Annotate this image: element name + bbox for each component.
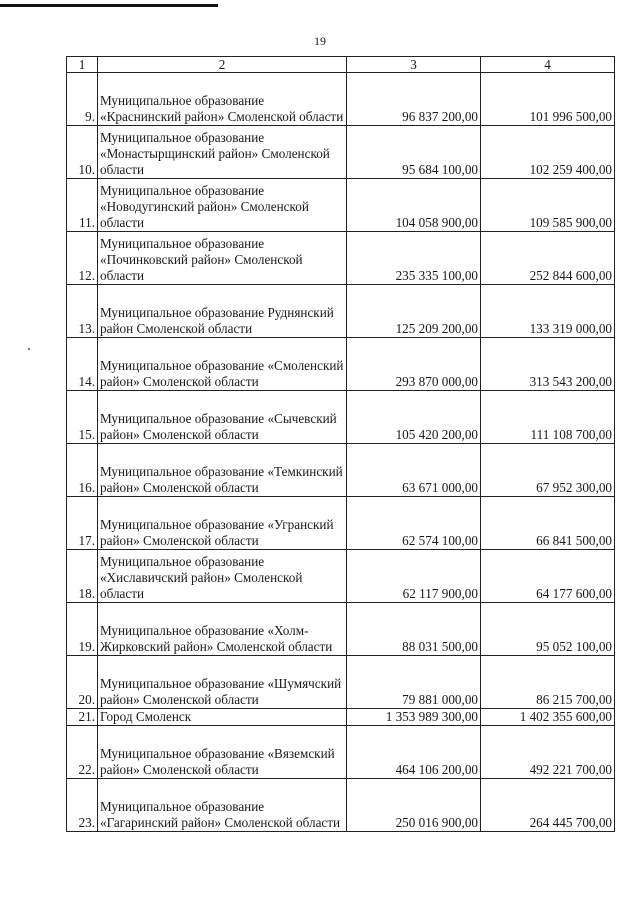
row-number: 10. [67,126,98,179]
row-amount-col3: 62 574 100,00 [347,497,481,550]
row-number: 19. [67,603,98,656]
row-name: Муниципальное образование «Темкинский район» Смоленской области [98,444,347,497]
row-name: Муниципальное образование «Новодугинский район» Смоленской области [98,179,347,232]
row-amount-col3: 96 837 200,00 [347,73,481,126]
table-row [67,232,615,285]
row-name: Муниципальное образование Руднянский район Смоленской области [98,285,347,338]
row-number: 18. [67,550,98,603]
row-number: 16. [67,444,98,497]
row-amount-col3: 125 209 200,00 [347,285,481,338]
table-header-row [67,57,615,73]
row-name: Муниципальное образование «Хиславичский район» Смоленской области [98,550,347,603]
row-amount-col4: 111 108 700,00 [481,391,615,444]
row-name: Муниципальное образование «Починковский район» Смоленской области [98,232,347,285]
row-amount-col4: 102 259 400,00 [481,126,615,179]
table-row [67,497,615,550]
row-number: 17. [67,497,98,550]
row-name: Муниципальное образование «Смоленский район» Смоленской области [98,338,347,391]
table-row [67,444,615,497]
row-name: Муниципальное образование «Краснинский район» Смоленской области [98,73,347,126]
table-row [67,603,615,656]
row-amount-col4: 133 319 000,00 [481,285,615,338]
row-amount-col4: 95 052 100,00 [481,603,615,656]
table-row [67,779,615,832]
row-amount-col4: 109 585 900,00 [481,179,615,232]
column-header-2: 2 [98,57,347,73]
column-header-4: 4 [481,57,615,73]
row-number: 23. [67,779,98,832]
row-name: Муниципальное образование «Угранский район» Смоленской области [98,497,347,550]
row-number: 13. [67,285,98,338]
page-number: 19 [314,34,326,48]
table-row [67,285,615,338]
row-amount-col3: 1 353 989 300,00 [347,709,481,726]
table-row [67,179,615,232]
row-amount-col3: 104 058 900,00 [347,179,481,232]
row-amount-col4: 252 844 600,00 [481,232,615,285]
row-number: 15. [67,391,98,444]
table-row [67,726,615,779]
row-name: Муниципальное образование «Вяземский район» Смоленской области [98,726,347,779]
row-number: 21. [67,709,98,726]
scan-speck [28,348,30,350]
row-amount-col3: 235 335 100,00 [347,232,481,285]
row-amount-col4: 264 445 700,00 [481,779,615,832]
column-header-3: 3 [347,57,481,73]
row-name: Муниципальное образование «Шумячский район» Смоленской области [98,656,347,709]
table-row [67,73,615,126]
row-amount-col4: 86 215 700,00 [481,656,615,709]
row-amount-col4: 1 402 355 600,00 [481,709,615,726]
row-number: 22. [67,726,98,779]
row-amount-col3: 95 684 100,00 [347,126,481,179]
row-name: Муниципальное образование «Гагаринский район» Смоленской области [98,779,347,832]
row-amount-col4: 67 952 300,00 [481,444,615,497]
row-amount-col3: 79 881 000,00 [347,656,481,709]
table-row [67,338,615,391]
row-number: 12. [67,232,98,285]
table-row [67,550,615,603]
row-amount-col4: 313 543 200,00 [481,338,615,391]
row-amount-col3: 105 420 200,00 [347,391,481,444]
table-row [67,391,615,444]
row-amount-col3: 63 671 000,00 [347,444,481,497]
table-row [67,656,615,709]
column-header-1: 1 [67,57,98,73]
row-amount-col3: 62 117 900,00 [347,550,481,603]
row-name: Муниципальное образование «Монастырщинский район» Смоленской области [98,126,347,179]
row-number: 11. [67,179,98,232]
table-row [67,709,615,726]
top-rule [0,4,218,7]
row-number: 9. [67,73,98,126]
row-number: 20. [67,656,98,709]
row-amount-col4: 66 841 500,00 [481,497,615,550]
table-row [67,126,615,179]
row-amount-col4: 101 996 500,00 [481,73,615,126]
row-name: Муниципальное образование «Сычевский район» Смоленской области [98,391,347,444]
row-amount-col4: 64 177 600,00 [481,550,615,603]
budget-table [66,56,615,832]
row-name: Муниципальное образование «Холм-Жирковский район» Смоленской области [98,603,347,656]
row-amount-col3: 250 016 900,00 [347,779,481,832]
row-number: 14. [67,338,98,391]
row-amount-col4: 492 221 700,00 [481,726,615,779]
row-name: Город Смоленск [98,709,347,726]
row-amount-col3: 464 106 200,00 [347,726,481,779]
row-amount-col3: 88 031 500,00 [347,603,481,656]
row-amount-col3: 293 870 000,00 [347,338,481,391]
